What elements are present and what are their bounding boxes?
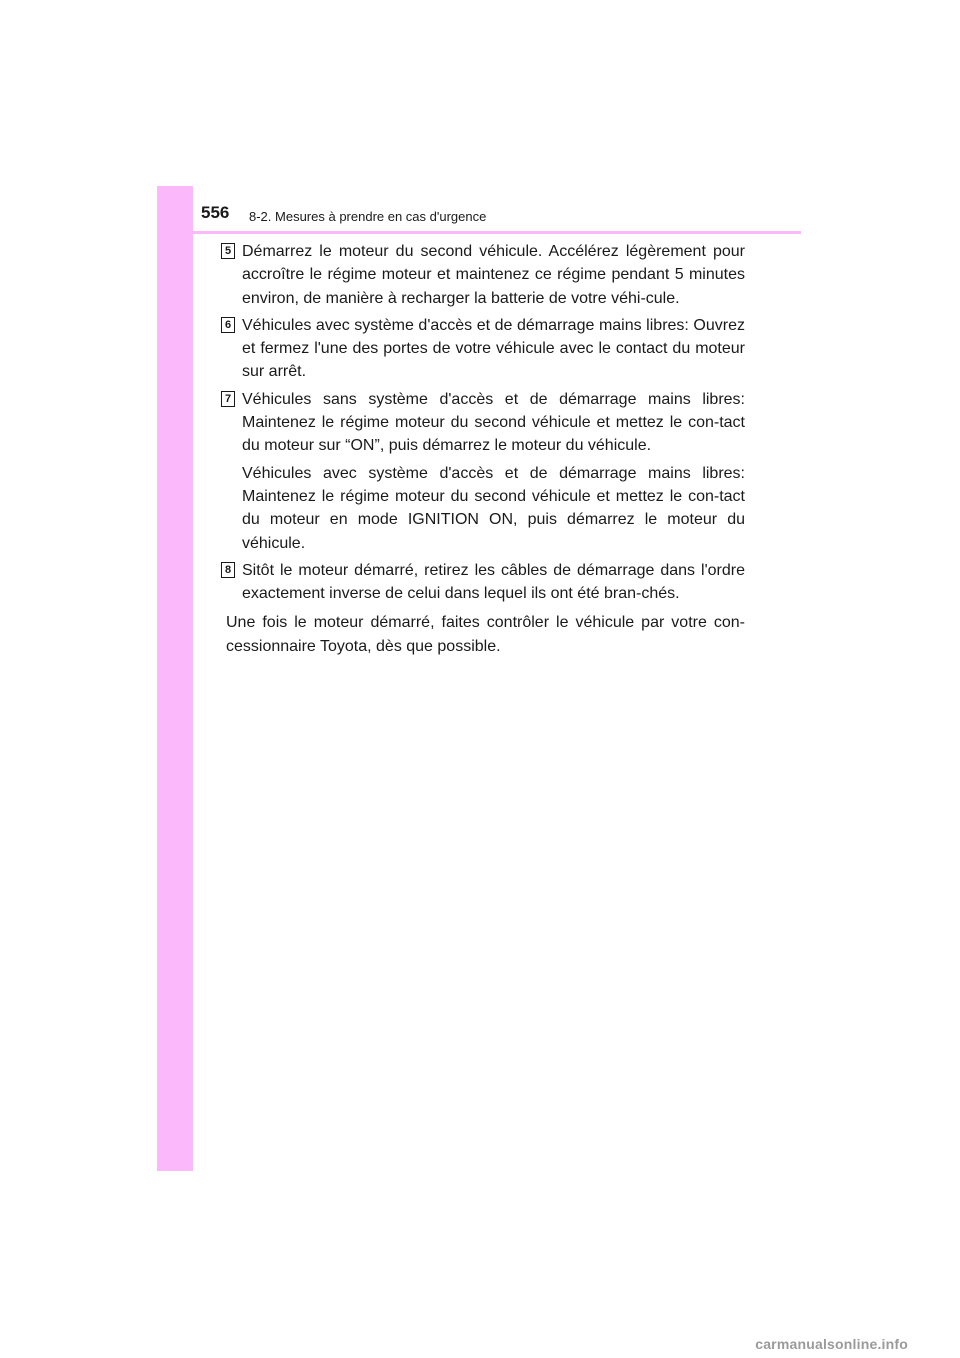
step-7 <box>0 388 960 555</box>
note-text: Une fois le moteur démarré, faites contrôler le véhicule par votre con-cessionnaire Toyota, dès que possible. <box>226 614 745 655</box>
step-number-badge: 8 <box>221 562 235 578</box>
page-content <box>0 240 960 658</box>
step-6 <box>0 314 960 384</box>
step-number-badge: 7 <box>221 391 235 407</box>
step-8 <box>0 559 960 606</box>
step-text: Véhicules avec système d'accès et de démarrage mains libres: Maintenez le régime moteur du second véhicule et mettez le con-tact du moteur en mode IGNITION ON, puis démarrez le moteur du véhicule. <box>242 464 745 552</box>
header-rule <box>193 231 801 234</box>
step-5 <box>0 240 960 310</box>
step-text: Démarrez le moteur du second véhicule. Accélérez légèrement pour accroître le régime moteur et maintenez ce régime pendant 5 minutes environ, de manière à recharger la batterie de votre véhi-cule. <box>242 243 745 307</box>
step-text: Sitôt le moteur démarré, retirez les câbles de démarrage dans l'ordre exactement inverse de celui dans lequel ils ont été bran-chés. <box>242 561 745 603</box>
step-text: Véhicules avec système d'accès et de démarrage mains libres: Ouvrez et fermez l'une des portes de votre véhicule avec le contact du moteur sur arrêt. <box>242 316 745 381</box>
page-number: 556 <box>201 203 230 222</box>
step-number-badge: 5 <box>221 243 235 259</box>
step-number-badge: 6 <box>221 317 235 333</box>
step-text: Véhicules sans système d'accès et de démarrage mains libres: Maintenez le régime moteur du second véhicule et mettez le con-tact du moteur sur “ON”, puis démarrez le moteur du véhicule. <box>242 390 745 455</box>
section-title: 8-2. Mesures à prendre en cas d'urgence <box>249 209 487 224</box>
watermark-logo: carmanualsonline.info <box>755 1336 908 1352</box>
